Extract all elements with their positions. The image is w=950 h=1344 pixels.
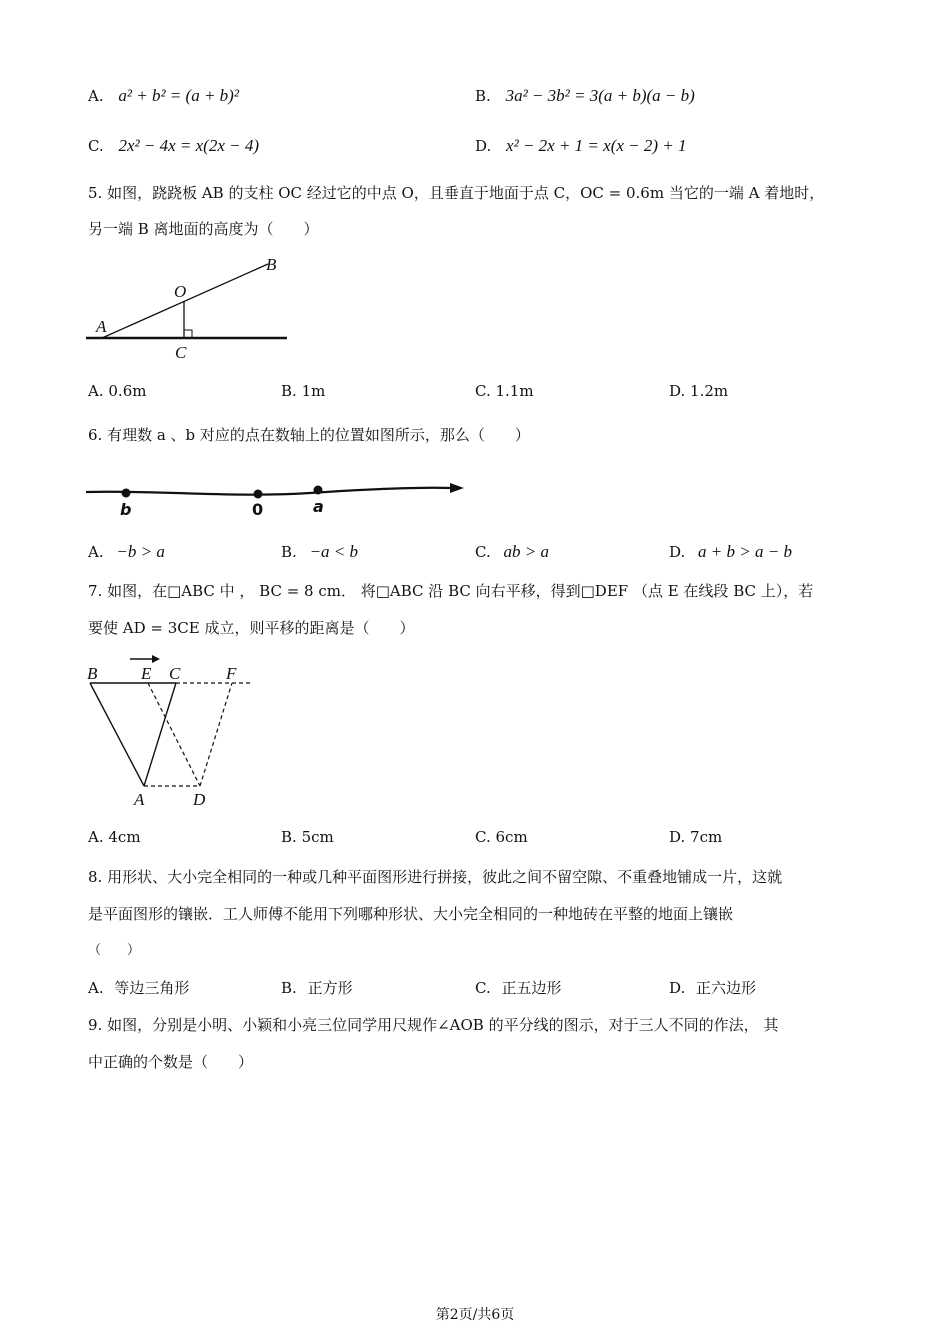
label-a: A (134, 790, 145, 809)
q7-stem-line2: 要使 AD = 3CE 成立，则平移的距离是（ ） (88, 619, 415, 637)
q4-option-b (475, 86, 695, 106)
label-o: O (174, 282, 187, 301)
label-c: C (169, 664, 181, 683)
q7-stem-line1: 7. 如图，在□ABC 中 ， BC = 8 cm． 将□ABC 沿 BC 向右平移，得到□DEF （点 E 在线段 BC 上），若 (88, 582, 814, 600)
q5-option-c (475, 382, 534, 400)
option-text: 1.2m (690, 382, 729, 400)
segment-df (200, 683, 232, 786)
q5-option-b (281, 382, 325, 400)
q7-option-b (281, 828, 334, 846)
option-text: 等边三角形 (114, 979, 190, 997)
option-text: 0.6m (108, 382, 147, 400)
q6-option-c (475, 542, 549, 562)
label-e: E (141, 664, 152, 683)
option-letter: B. (281, 543, 297, 561)
option-text: 7cm (690, 828, 723, 846)
option-letter: B. (281, 979, 297, 997)
option-expression: 2x² − 4x = x(2x − 4) (118, 136, 260, 155)
label-f: F (226, 664, 237, 683)
q5-stem-line2: 另一端 B 离地面的高度为（ ） (88, 220, 319, 238)
q6-option-a (88, 542, 165, 562)
option-expression: ab > a (503, 542, 549, 561)
q5-option-a (88, 382, 146, 400)
q8-stem-line2: 是平面图形的镶嵌．工人师傅不能用下列哪种形状、大小完全相同的一种地砖在平整的地面上镶嵌 (88, 905, 734, 923)
option-expression: −b > a (116, 542, 165, 561)
q8-option-d (669, 977, 756, 998)
option-letter: A. (88, 382, 104, 400)
label-a: a (313, 497, 324, 516)
q9-stem-line1: 9. 如图，分别是小明、小颖和小亮三位同学用尺规作∠AOB 的平分线的图示，对于三人不同的作法， 其 (88, 1016, 779, 1034)
option-text: 1m (301, 382, 326, 400)
q7-option-d (669, 828, 722, 846)
label-c: C (175, 343, 187, 362)
q5-option-d (669, 382, 728, 400)
point-a (314, 486, 323, 495)
option-expression: 3a² − 3b² = 3(a + b)(a − b) (505, 86, 695, 105)
q5-stem-line1: 5. 如图，跷跷板 AB 的支柱 OC 经过它的中点 O，且垂直于地面于点 C，OC = 0.6m 当它的一端 A 着地时， (88, 184, 825, 202)
segment-de (148, 683, 200, 786)
option-letter: C. (475, 828, 491, 846)
option-text: 5cm (301, 828, 334, 846)
option-letter: D. (669, 979, 686, 997)
segment-ac (144, 683, 176, 786)
option-expression: a + b > a − b (698, 542, 792, 561)
point-b (122, 489, 131, 498)
q8-option-a (88, 977, 189, 998)
option-letter: C. (475, 382, 491, 400)
option-letter: D. (669, 543, 686, 561)
q9-stem-line2: 中正确的个数是（ ） (88, 1053, 254, 1071)
option-expression: a² + b² = (a + b)² (118, 86, 239, 105)
q8-stem-line3: （ ） (88, 943, 141, 958)
translation-figure (82, 648, 262, 810)
point-zero (254, 490, 263, 499)
number-line-figure (80, 472, 475, 522)
option-text: 正五边形 (501, 979, 562, 997)
seesaw-figure (80, 250, 300, 365)
option-letter: D. (669, 382, 686, 400)
label-d: D (193, 790, 206, 809)
q7-option-c (475, 828, 528, 846)
option-text: 4cm (108, 828, 141, 846)
segment-ab (90, 683, 144, 786)
option-letter: D. (669, 828, 686, 846)
option-expression: x² − 2x + 1 = x(x − 2) + 1 (506, 136, 687, 155)
q4-option-a (88, 86, 239, 106)
label-b: B (266, 255, 277, 274)
option-letter: B. (281, 382, 297, 400)
option-text: 正六边形 (696, 979, 757, 997)
arrow-head-icon (450, 483, 464, 493)
label-b: B (87, 664, 98, 683)
q8-option-b (281, 977, 353, 998)
page-number: 第2页/共6页 (435, 1307, 515, 1323)
seesaw-board-ab (102, 264, 268, 338)
arrow-head-icon (152, 655, 160, 663)
option-letter: A. (88, 543, 104, 561)
option-text: 正方形 (307, 979, 353, 997)
option-letter: A. (88, 828, 104, 846)
number-line (86, 488, 452, 495)
q6-stem: 6. 有理数 a 、b 对应的点在数轴上的位置如图所示，那么（ ） (88, 426, 530, 444)
q4-option-d (475, 136, 687, 156)
option-letter: D. (475, 137, 492, 155)
option-text: 1.1m (495, 382, 534, 400)
option-letter: A. (88, 87, 104, 105)
option-letter: B. (475, 87, 491, 105)
q6-option-b (281, 542, 358, 562)
option-letter: C. (475, 543, 491, 561)
label-zero: 0 (252, 500, 264, 519)
option-expression: −a < b (309, 542, 359, 561)
label-b: b (120, 500, 132, 519)
option-letter: C. (88, 137, 104, 155)
q4-option-c (88, 136, 259, 156)
q6-option-d (669, 542, 792, 562)
option-letter: C. (475, 979, 491, 997)
option-letter: A. (88, 979, 104, 997)
option-letter: B. (281, 828, 297, 846)
q8-option-c (475, 977, 562, 998)
q7-option-a (88, 828, 141, 846)
q8-stem-line1: 8. 用形状、大小完全相同的一种或几种平面图形进行拼接，彼此之间不留空隙、不重叠地铺成一片，这就 (88, 868, 783, 886)
option-text: 6cm (495, 828, 528, 846)
label-a: A (96, 317, 107, 336)
